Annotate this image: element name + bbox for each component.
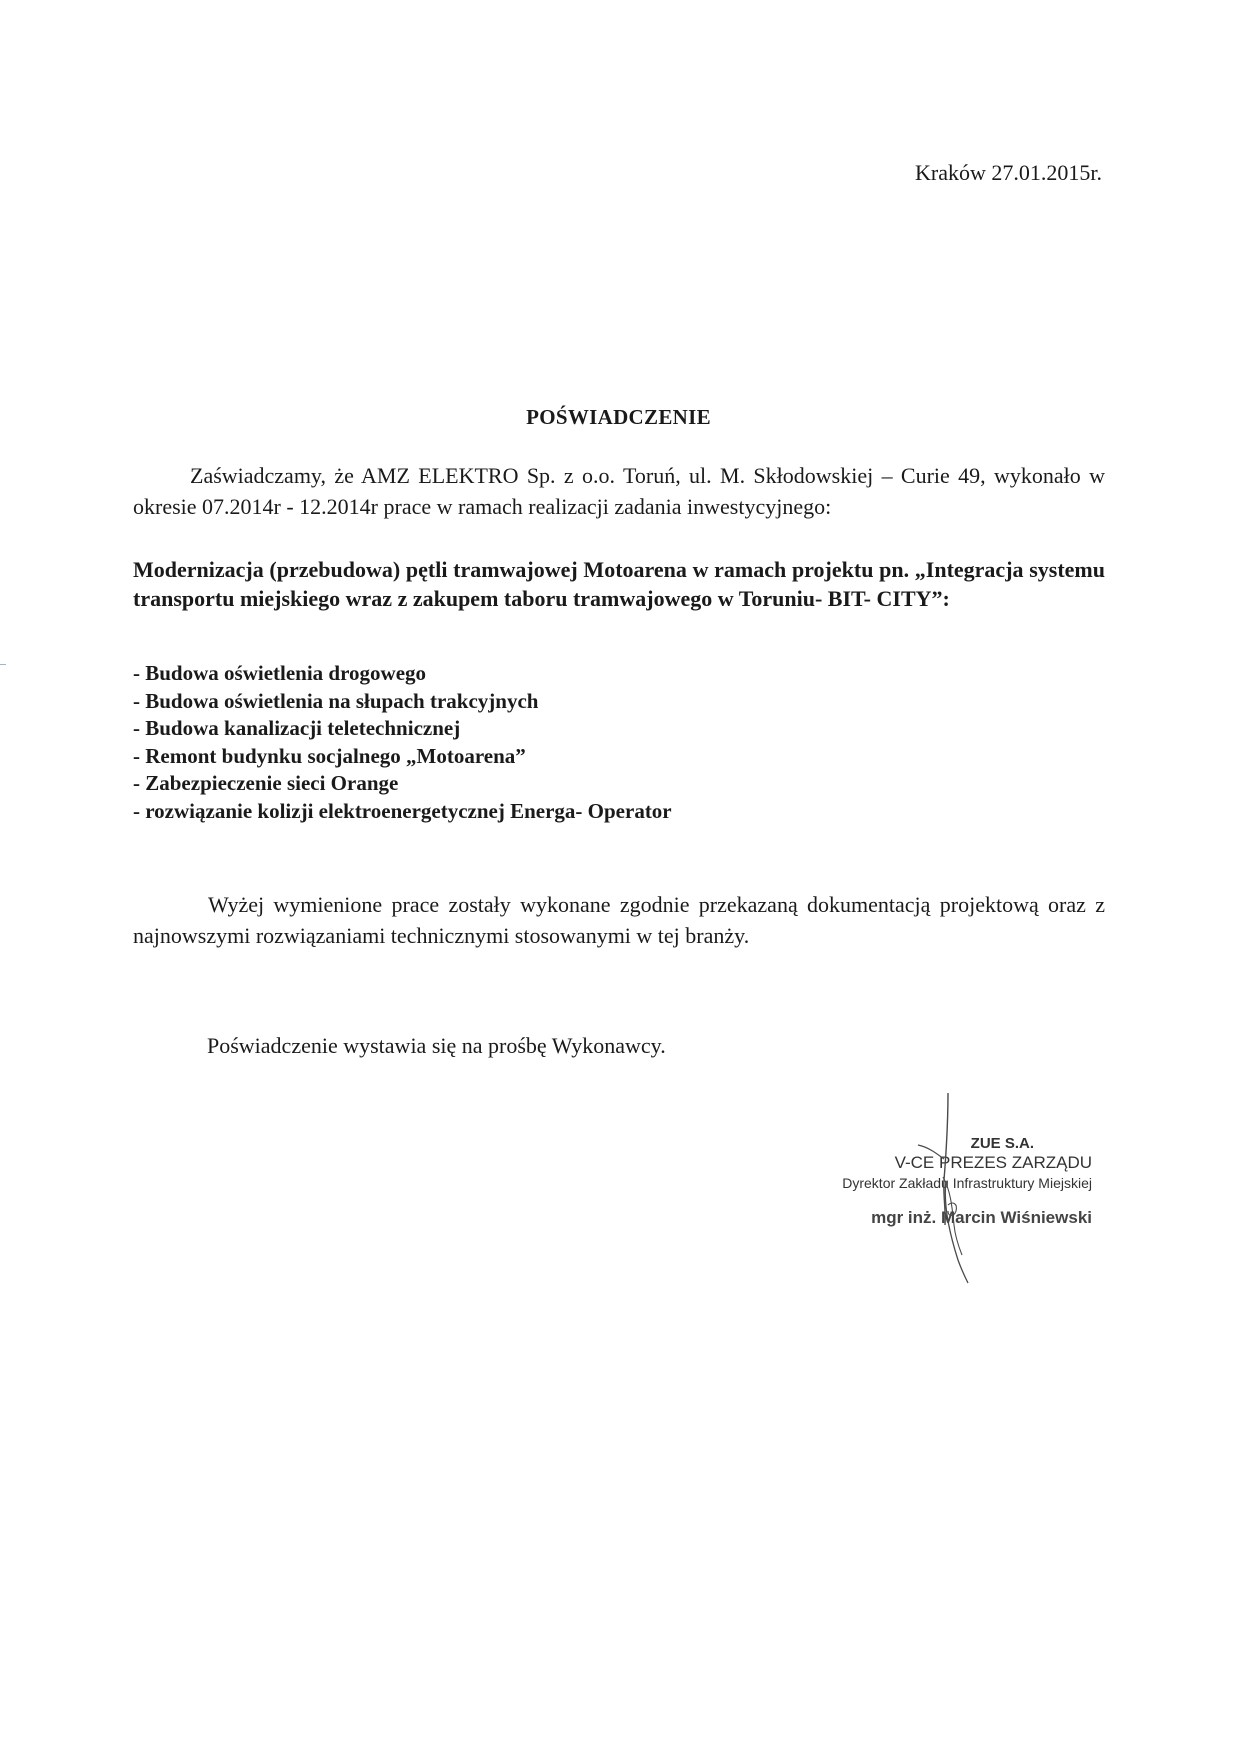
request-line: Poświadczenie wystawia się na prośbę Wykonawcy. xyxy=(207,1033,666,1058)
list-item: - Remont budynku socjalnego „Motoarena” xyxy=(133,743,526,768)
handwritten-signature xyxy=(888,1085,988,1285)
intro-text: Zaświadczamy, że AMZ ELEKTRO Sp. z o.o. Toruń, ul. M. Skłodowskiej – Curie 49, wykonało w okresie 07.2014r - 12.2014r prace w ramach realizacji zadania inwestycyjnego: xyxy=(133,463,1105,519)
list-item: - rozwiązanie kolizji elektroenergetycznej Energa- Operator xyxy=(133,798,672,823)
list-item: - Budowa oświetlenia drogowego xyxy=(133,661,427,685)
list-item: - Budowa oświetlenia na słupach trakcyjnych xyxy=(133,688,539,713)
intro-paragraph xyxy=(133,460,1105,522)
stamp-role: V-CE PREZES ZARZĄDU xyxy=(894,1153,1092,1172)
letter-date: Kraków 27.01.2015r. xyxy=(915,160,1102,185)
closing-paragraph xyxy=(133,889,1105,951)
list-item: - Budowa kanalizacji teletechnicznej xyxy=(133,716,461,741)
scan-edge-mark xyxy=(0,664,6,665)
project-paragraph: Modernizacja (przebudowa) pętli tramwajowej Motoarena w ramach projektu pn. „Integracja systemu transportu miejskiego wraz z zakupem taboru tramwajowego w Toruniu- BIT- CITY”: xyxy=(133,557,1105,611)
works-list xyxy=(133,660,1033,826)
stamp-company: ZUE S.A. xyxy=(970,1135,1034,1152)
letter-title: POŚWIADCZENIE xyxy=(526,405,711,429)
stamp-department: Dyrektor Zakładu Infrastruktury Miejskiej xyxy=(842,1175,1092,1191)
stamp-name: mgr inż. Marcin Wiśniewski xyxy=(871,1208,1092,1227)
closing-text: Wyżej wymienione prace zostały wykonane zgodnie przekazaną dokumentacją projektową oraz z najnowszymi rozwiązaniami technicznymi stosowanymi w tej branży. xyxy=(133,892,1105,948)
list-item: - Zabezpieczenie sieci Orange xyxy=(133,771,399,796)
